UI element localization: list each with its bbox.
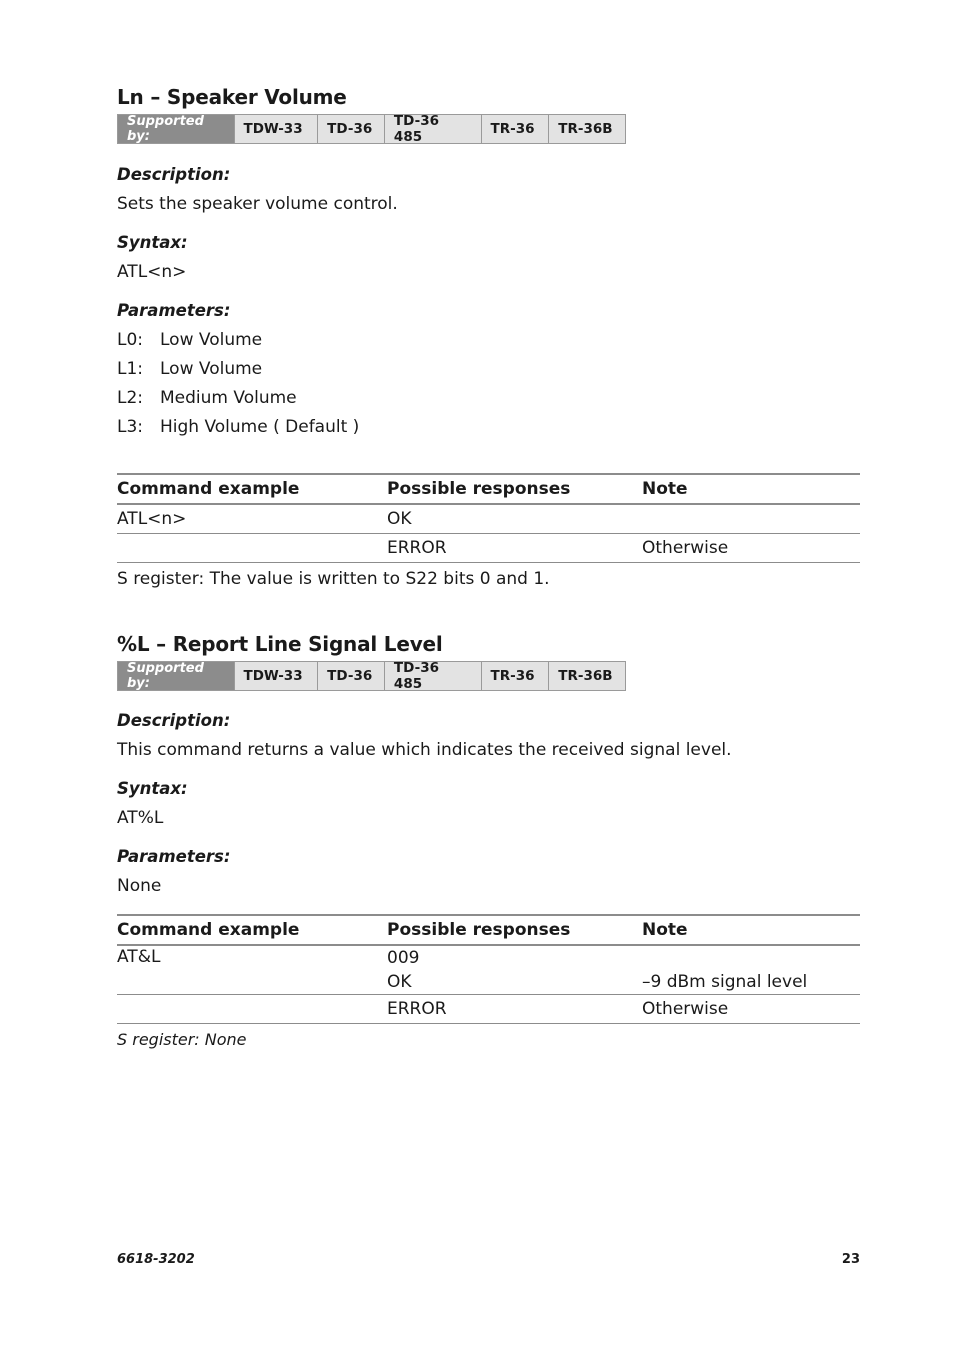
table-header-row: [117, 915, 860, 945]
section-title: Ln – Speaker Volume: [117, 85, 347, 109]
description-text: This command returns a value which indicates the received signal level.: [117, 740, 732, 760]
description-text: Sets the speaker volume control.: [117, 194, 398, 214]
product-badge: TR-36: [481, 662, 549, 690]
syntax-label: Syntax:: [117, 779, 188, 798]
product-badge: TR-36B: [548, 662, 625, 690]
note-line: [642, 946, 860, 970]
cell-response: OK: [387, 504, 642, 534]
doc-number: 6618-3202: [117, 1252, 195, 1267]
cell-note: Otherwise: [642, 534, 860, 563]
parameters-label: Parameters:: [117, 847, 231, 866]
description-label: Description:: [117, 165, 231, 184]
header-note: Note: [642, 474, 860, 504]
response-line: 009: [387, 948, 420, 968]
cell-response: [387, 945, 642, 995]
product-badge: TD-36: [317, 662, 384, 690]
cell-command: AT&L: [117, 945, 387, 995]
cell-command: [117, 534, 387, 563]
product-badge: TDW-33: [234, 662, 318, 690]
description-label: Description:: [117, 711, 231, 730]
table-row: [117, 945, 860, 995]
table-row: [117, 995, 860, 1024]
product-badge: TD-36 485: [384, 115, 481, 143]
page-footer: [117, 1252, 860, 1267]
cell-note: Otherwise: [642, 995, 860, 1024]
parameters-text: None: [117, 876, 162, 896]
product-badge: TDW-33: [234, 115, 318, 143]
product-badge: TR-36B: [548, 115, 625, 143]
parameters-label: Parameters:: [117, 301, 231, 320]
parameter-code: L1:: [117, 359, 144, 379]
product-badge: TR-36: [481, 115, 549, 143]
parameter-item: [117, 330, 860, 350]
s-register-note: S register: None: [117, 1030, 247, 1049]
cell-command: ATL<n>: [117, 504, 387, 534]
note-line: –9 dBm signal level: [642, 972, 808, 992]
header-possible-responses: Possible responses: [387, 474, 642, 504]
product-badge: TD-36: [317, 115, 384, 143]
cell-response: ERROR: [387, 534, 642, 563]
page-number: 23: [841, 1252, 860, 1267]
parameter-item: [117, 359, 860, 379]
table-row: [117, 534, 860, 563]
s-register-note: S register: The value is written to S22 bits 0 and 1.: [117, 569, 550, 589]
parameter-code: L3:: [117, 417, 144, 437]
parameter-item: [117, 417, 860, 437]
parameter-text: Low Volume: [160, 330, 263, 350]
cell-response: ERROR: [387, 995, 642, 1024]
parameter-text: Medium Volume: [160, 388, 297, 408]
cell-note: [642, 504, 860, 534]
section-title: %L – Report Line Signal Level: [117, 632, 443, 656]
parameter-code: L0:: [117, 330, 144, 350]
syntax-text: ATL<n>: [117, 262, 187, 282]
parameters-list: [117, 330, 860, 437]
section-report-line-signal-level: [117, 631, 860, 1050]
header-possible-responses: Possible responses: [387, 915, 642, 945]
supported-by-label: Supported by:: [118, 115, 234, 143]
cell-note: [642, 945, 860, 995]
product-badge: TD-36 485: [384, 662, 481, 690]
parameter-item: [117, 388, 860, 408]
command-table: [117, 473, 860, 563]
command-table: [117, 914, 860, 1024]
supported-by-bar: [117, 661, 626, 691]
header-command-example: Command example: [117, 915, 387, 945]
header-note: Note: [642, 915, 860, 945]
parameter-text: High Volume ( Default ): [160, 417, 360, 437]
section-speaker-volume: [117, 84, 860, 589]
parameter-text: Low Volume: [160, 359, 263, 379]
parameter-code: L2:: [117, 388, 144, 408]
response-line: OK: [387, 972, 412, 992]
table-header-row: [117, 474, 860, 504]
table-row: [117, 504, 860, 534]
syntax-label: Syntax:: [117, 233, 188, 252]
header-command-example: Command example: [117, 474, 387, 504]
supported-by-bar: [117, 114, 626, 144]
supported-by-label: Supported by:: [118, 662, 234, 690]
syntax-text: AT%L: [117, 808, 164, 828]
cell-command: [117, 995, 387, 1024]
